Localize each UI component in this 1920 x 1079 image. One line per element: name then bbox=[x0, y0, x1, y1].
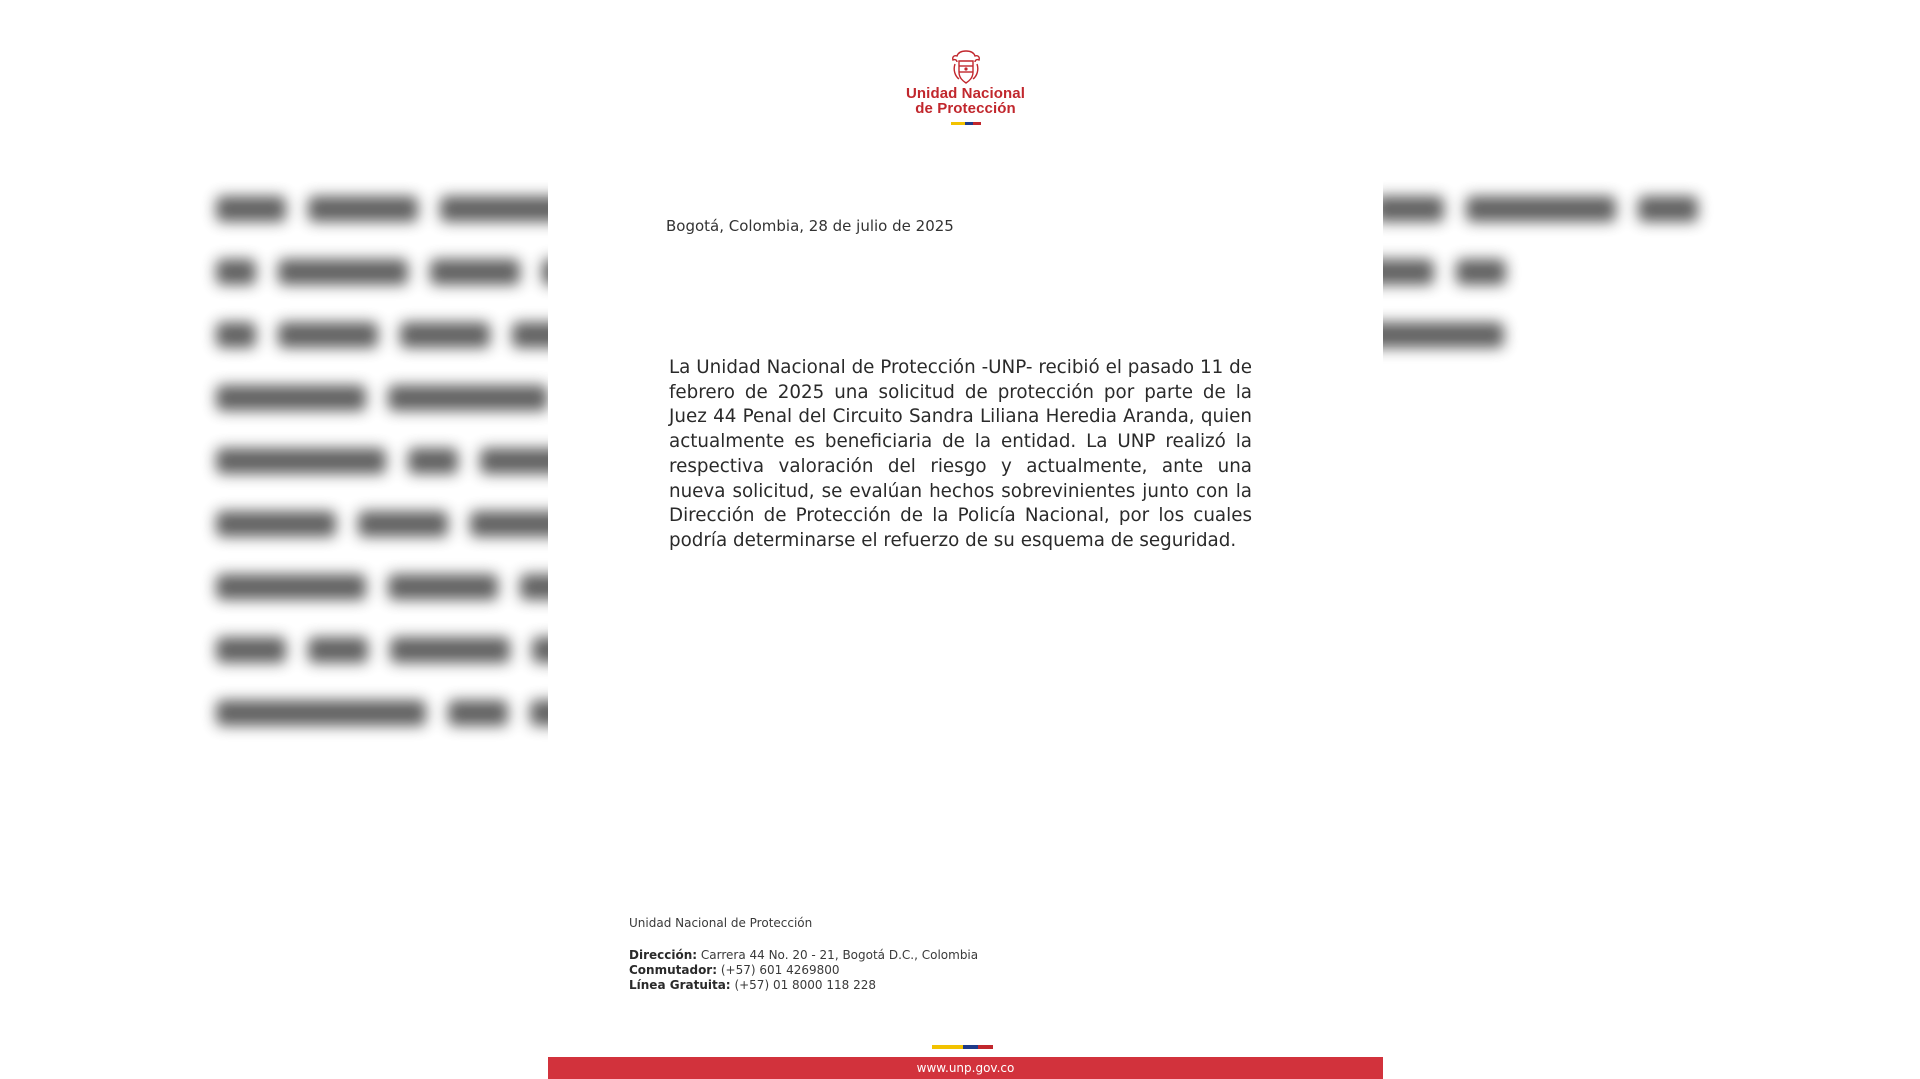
switchboard-value: (+57) 601 4269800 bbox=[720, 962, 840, 977]
address-row bbox=[629, 948, 978, 963]
hotline-row bbox=[629, 978, 978, 993]
footer-band bbox=[548, 1057, 1383, 1079]
colombia-flag-bar bbox=[951, 122, 981, 125]
switchboard-row bbox=[629, 963, 978, 978]
logo-text-line2: de Protección bbox=[915, 100, 1016, 117]
coat-of-arms-icon bbox=[949, 48, 983, 86]
contact-info bbox=[629, 916, 978, 992]
website-url: www.unp.gov.co bbox=[916, 1061, 1015, 1075]
address-label: Dirección: bbox=[629, 948, 698, 962]
hotline-value: (+57) 01 8000 118 228 bbox=[734, 977, 876, 992]
address-value: Carrera 44 No. 20 - 21, Bogotá D.C., Colombia bbox=[700, 948, 979, 962]
switchboard-label: Conmutador: bbox=[629, 962, 718, 977]
unp-logo bbox=[548, 48, 1383, 125]
letter-page bbox=[548, 0, 1383, 1079]
letter-body: La Unidad Nacional de Protección -UNP- recibió el pasado 11 de febrero de 2025 una solicitud de protección por parte de la Juez 44 Penal del Circuito Sandra Liliana Heredia Aranda, quien actualmente es beneficiaria de la entidad. La UNP realizó la respectiva valoración del riesgo y actualmente, ante una nueva solicitud, se evalúan hechos sobrevinientes junto con la Dirección de Protección de la Policía Nacional, por los cuales podría determinarse el refuerzo de su esquema de seguridad. bbox=[669, 357, 1252, 551]
logo-text-line1: Unidad Nacional bbox=[905, 85, 1026, 102]
letter-date: Bogotá, Colombia, 28 de julio de 2025 bbox=[666, 217, 954, 235]
hotline-label: Línea Gratuita: bbox=[629, 977, 731, 992]
footer-flag-bar bbox=[932, 1045, 993, 1049]
footer-org-name: Unidad Nacional de Protección bbox=[629, 916, 813, 930]
